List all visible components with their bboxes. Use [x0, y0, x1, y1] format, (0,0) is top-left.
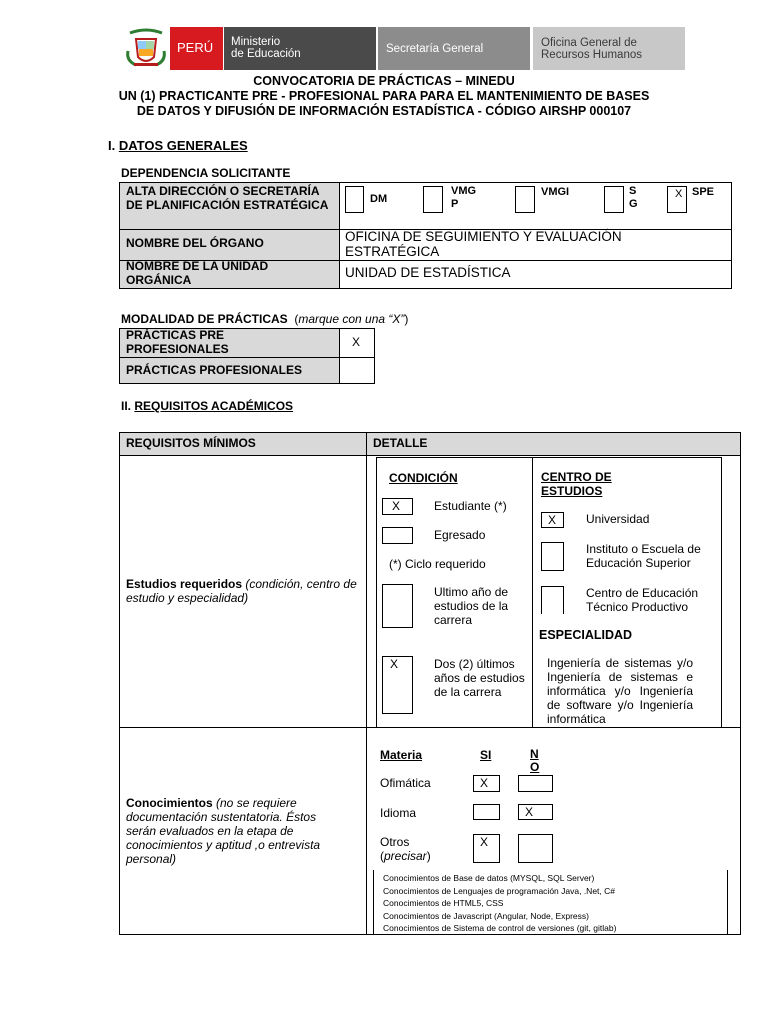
section2-number: II.: [121, 399, 132, 413]
condicion-estudiante-mark: X: [392, 499, 401, 513]
title-line1: CONVOCATORIA DE PRÁCTICAS – MINEDU: [253, 74, 515, 88]
country-label: PERÚ: [177, 40, 214, 55]
option-sg-label: S G: [629, 185, 638, 210]
peru-badge: [170, 27, 223, 70]
conocimientos-text: [126, 796, 346, 866]
secretaria-badge: [378, 27, 530, 70]
option-sg-box[interactable]: [604, 186, 624, 213]
modalidad-pre-label: PRÁCTICAS PRE PROFESIONALES: [126, 328, 229, 356]
otros-item: Conocimientos de Sistema de control de versiones (git, gitlab): [383, 923, 617, 933]
centro-universidad-mark: X: [548, 513, 557, 527]
centro-instituto-box[interactable]: [541, 542, 564, 571]
ofimatica-si-box[interactable]: [473, 775, 500, 792]
option-vmgp-label: VMG P: [451, 185, 477, 210]
ofimatica-no-box[interactable]: [518, 775, 553, 792]
modalidad-hint-open: (: [294, 312, 299, 326]
condicion-egresado-box[interactable]: [382, 527, 413, 544]
dependencia-label: DEPENDENCIA SOLICITANTE: [121, 166, 291, 180]
secretaria-label: Secretaría General: [386, 43, 484, 55]
estudios-text: [126, 577, 362, 605]
otros-item: Conocimientos de HTML5, CSS: [383, 898, 504, 908]
idioma-si-box[interactable]: [473, 804, 500, 820]
otros-sublabel: precisar: [384, 849, 427, 863]
section1-number: I.: [108, 138, 116, 153]
oficina-line1: Oficina General de: [541, 37, 637, 49]
idioma-no-box[interactable]: [518, 804, 553, 820]
otros-label: Otros: [380, 835, 410, 849]
modalidad-prof-mark-cell[interactable]: [339, 357, 375, 384]
unidad-label: NOMBRE DE LA UNIDAD ORGÁNICA: [126, 259, 269, 287]
option-dm-label: DM: [370, 193, 388, 205]
materia-otros-label: Otros (precisar): [380, 835, 431, 863]
otros-item: Conocimientos de Lenguajes de programación Java, .Net, C#: [383, 885, 615, 896]
option-spe-mark: X: [675, 188, 683, 200]
centro-universidad-label: Universidad: [586, 512, 650, 526]
peru-coat-of-arms-icon: [124, 27, 168, 70]
ofimatica-si-mark: X: [480, 776, 489, 790]
section2-heading: [121, 399, 293, 413]
ciclo-dos-mark: X: [390, 657, 399, 671]
estudios-hint: (condición, centro de estudio y especialidad): [126, 577, 357, 605]
option-vmgi-label: VMGI: [541, 186, 570, 198]
otros-item: Conocimientos de Base de datos (MYSQL, SQL Server): [383, 873, 595, 883]
centro-universidad-box[interactable]: [541, 512, 564, 528]
ciclo-dos-label: Dos (2) últimos años de estudios de la carrera: [434, 657, 525, 699]
col1-header: REQUISITOS MÍNIMOS: [126, 436, 256, 450]
unidad-value: UNIDAD DE ESTADÍSTICA: [345, 265, 511, 280]
title-line2: UN (1) PRACTICANTE PRE - PROFESIONAL PARA PARA EL MANTENIMIENTO DE BASES: [118, 89, 650, 103]
ministry-line1: Ministerio: [231, 36, 281, 48]
organo-value: OFICINA DE SEGUIMIENTO Y EVALUACIÓN ESTRATÉGICA: [345, 229, 622, 259]
inner-divider: [532, 457, 533, 728]
centro-instituto-label: Instituto o Escuela de Educación Superior: [586, 542, 701, 570]
option-vmgi-box[interactable]: [515, 186, 535, 213]
option-dm-box[interactable]: [345, 186, 364, 213]
centro-cetpro-label: Centro de Educación Técnico Productivo: [586, 586, 699, 614]
estudios-label: Estudios requeridos: [126, 577, 243, 591]
materia-heading: Materia: [380, 748, 423, 762]
otros-item: Conocimientos de Javascript (Angular, Node, Express): [383, 910, 589, 921]
modalidad-label: MODALIDAD DE PRÁCTICAS: [121, 312, 288, 326]
modalidad-hint-close: ): [404, 312, 409, 326]
ministry-line2: de Educación: [231, 48, 301, 60]
ciclo-ultimo-box[interactable]: [382, 584, 413, 628]
no-heading: N O: [530, 747, 540, 774]
ciclo-dos-box[interactable]: [382, 656, 413, 714]
ciclo-label: (*) Ciclo requerido: [389, 557, 486, 571]
otros-si-mark: X: [480, 835, 489, 849]
modalidad-hint: marque con una “X”: [298, 312, 405, 326]
alta-direccion-label: ALTA DIRECCIÓN O SECRETARÍA DE PLANIFICACIÓN ESTRATÉGICA: [126, 184, 329, 212]
document-title: [0, 74, 768, 119]
materia-idioma-label: Idioma: [380, 806, 417, 820]
condicion-heading: CONDICIÓN: [389, 471, 458, 485]
otros-no-box[interactable]: [518, 834, 553, 863]
ciclo-ultimo-label: Ultimo año de estudios de la carrera: [434, 585, 509, 627]
materia-ofimatica-label: Ofimática: [380, 776, 431, 790]
title-line3: DE DATOS Y DIFUSIÓN DE INFORMACIÓN ESTADÍSTICA - CÓDIGO AIRSHP 000107: [136, 104, 632, 118]
otros-si-box[interactable]: [473, 834, 500, 863]
option-vmgp-box[interactable]: [423, 186, 443, 213]
ministry-badge: [224, 27, 376, 70]
option-spe-box[interactable]: [667, 186, 687, 213]
col2-header: DETALLE: [373, 436, 428, 450]
otros-list: [383, 872, 723, 935]
organo-label: NOMBRE DEL ÓRGANO: [126, 236, 264, 250]
centro-cetpro-box[interactable]: [541, 586, 564, 614]
oficina-badge: [533, 27, 685, 70]
condicion-egresado-label: Egresado: [434, 528, 486, 542]
modalidad-heading: [121, 312, 408, 326]
option-spe-label: SPE: [692, 186, 715, 198]
oficina-line2: Recursos Humanos: [541, 49, 642, 61]
modalidad-prof-label: PRÁCTICAS PROFESIONALES: [126, 363, 303, 377]
centro-heading: CENTRO DE ESTUDIOS: [541, 470, 612, 498]
condicion-estudiante-box[interactable]: [382, 498, 413, 515]
si-heading: SI: [480, 748, 492, 762]
section1-title: DATOS GENERALES: [118, 138, 248, 153]
conocimientos-hint: (no se requiere documentación sustentatoria. Éstos serán evaluados en la etapa de conocimientos y aptitud ,o entrevista personal): [126, 796, 321, 866]
especialidad-text: Ingeniería de sistemas y/o Ingeniería de sistemas e informática y/o Ingeniería de software y/o Ingeniería informática: [547, 656, 693, 726]
idioma-no-mark: X: [525, 805, 534, 819]
condicion-estudiante-label: Estudiante (*): [434, 499, 507, 513]
especialidad-heading: ESPECIALIDAD: [539, 628, 633, 642]
section1-heading: [108, 138, 248, 153]
section2-title: REQUISITOS ACADÉMICOS: [134, 399, 294, 413]
modalidad-pre-mark: X: [352, 335, 361, 349]
conocimientos-label: Conocimientos: [126, 796, 213, 810]
